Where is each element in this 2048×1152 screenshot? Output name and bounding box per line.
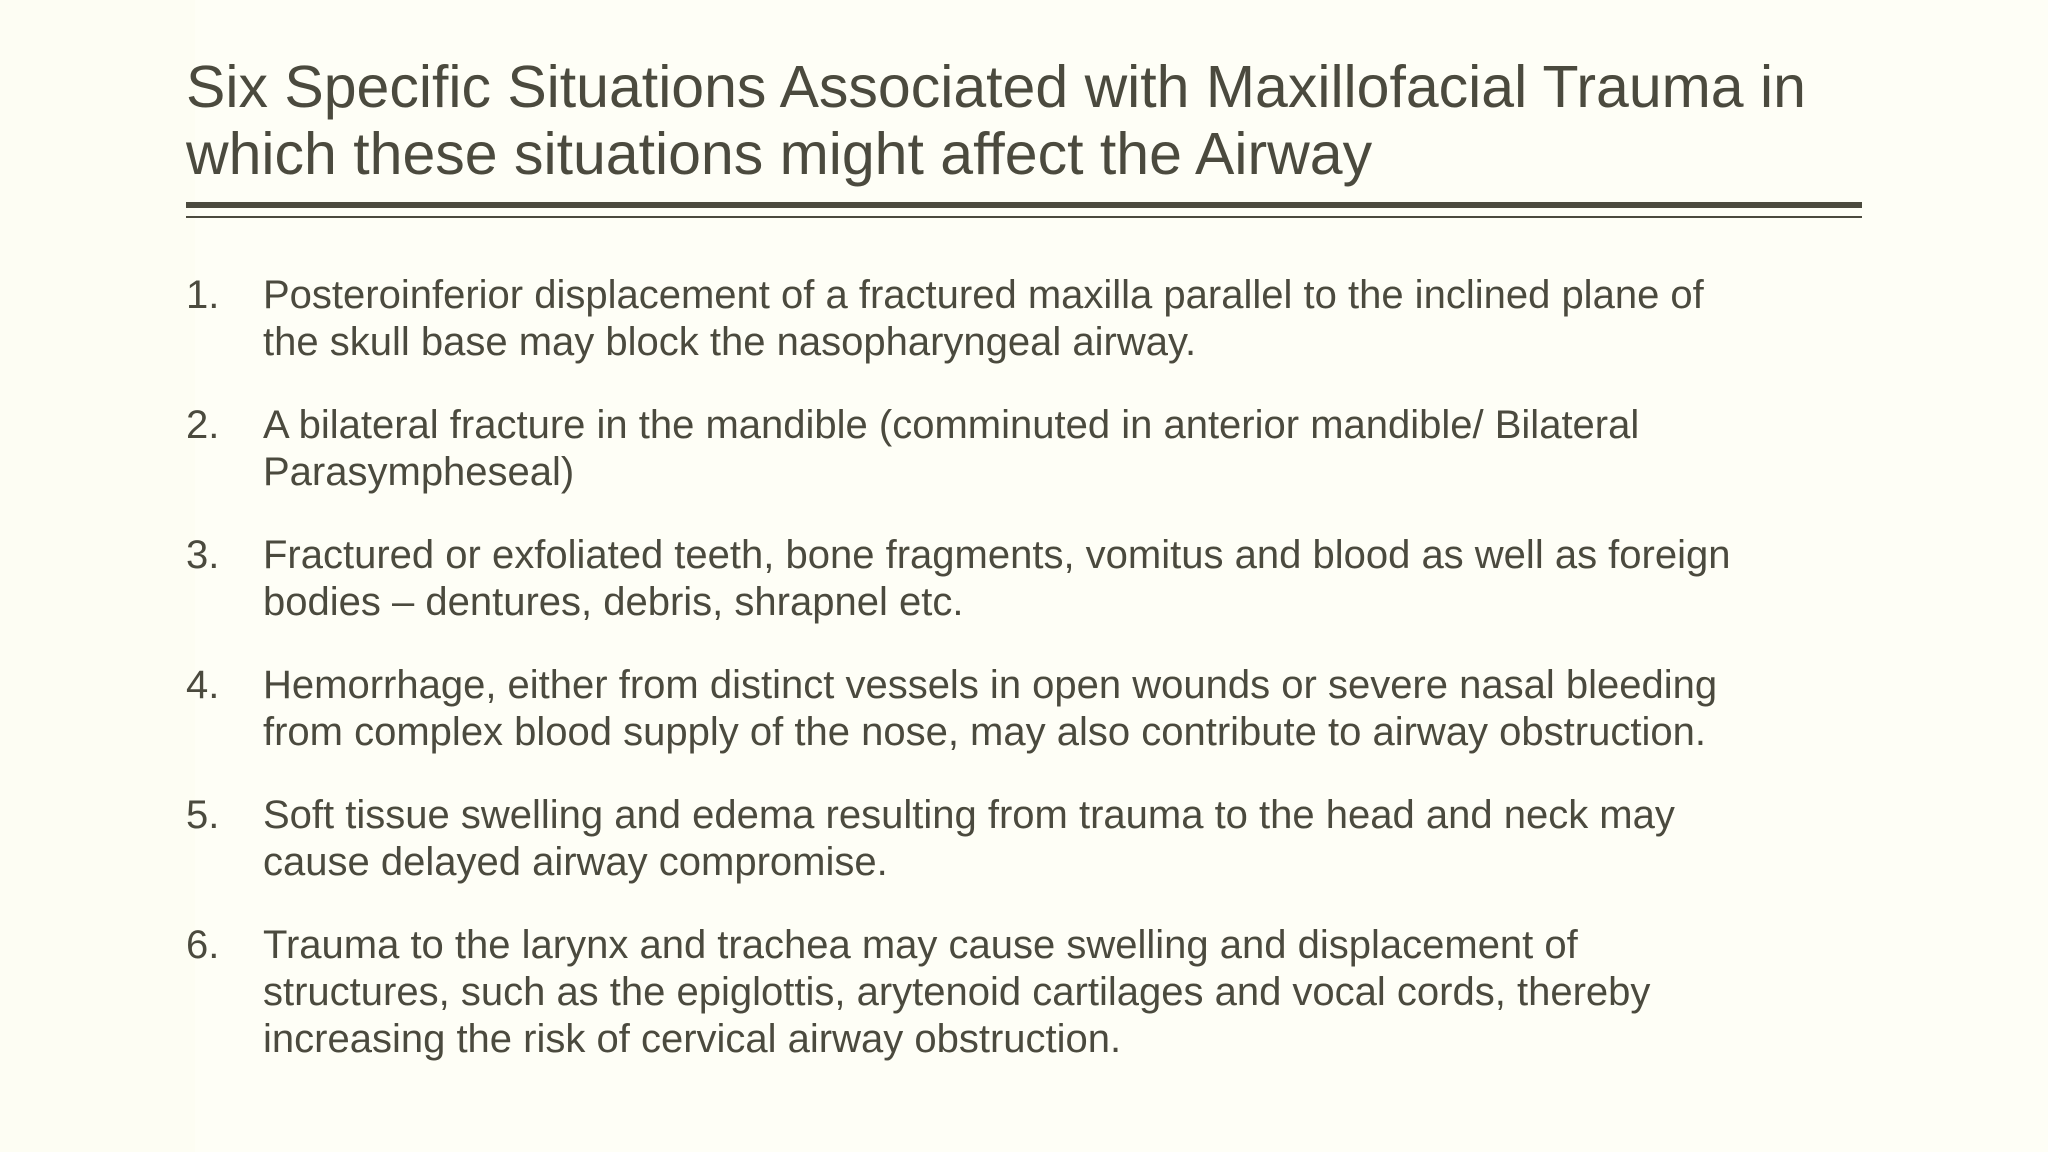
list-item-text-line: Fractured or exfoliated teeth, bone fragments, vomitus and blood as well as foreign — [263, 533, 1731, 577]
list-item-number: 1. — [186, 273, 220, 317]
list-item-text-line: from complex blood supply of the nose, may also contribute to airway obstruction. — [263, 710, 1706, 754]
situation-list — [186, 272, 1876, 1099]
title-divider-thick — [186, 202, 1862, 208]
list-item-text-line: increasing the risk of cervical airway obstruction. — [263, 1017, 1122, 1061]
list-item-number: 6. — [186, 923, 220, 967]
list-item — [186, 792, 1876, 886]
list-item-text-line: A bilateral fracture in the mandible (comminuted in anterior mandible/ Bilateral — [263, 403, 1640, 447]
list-item-number: 5. — [186, 793, 220, 837]
list-item-text-line: cause delayed airway compromise. — [263, 840, 888, 884]
list-item — [186, 402, 1876, 496]
list-item-number: 4. — [186, 663, 220, 707]
list-item — [186, 272, 1876, 366]
title-line-1: Six Specific Situations Associated with Maxillofacial Trauma in — [186, 54, 1806, 120]
list-item — [186, 662, 1876, 756]
list-item — [186, 532, 1876, 626]
list-item-text-line: structures, such as the epiglottis, arytenoid cartilages and vocal cords, thereby — [263, 970, 1651, 1014]
slide-title — [186, 54, 1886, 188]
list-item-number: 2. — [186, 403, 220, 447]
list-item-text-line: Posteroinferior displacement of a fractured maxilla parallel to the inclined plane of — [263, 273, 1704, 317]
list-item-text-line: Hemorrhage, either from distinct vessels in open wounds or severe nasal bleeding — [263, 663, 1718, 707]
slide-left-band — [0, 0, 195, 1152]
title-divider-thin — [186, 216, 1862, 218]
list-item-text-line: the skull base may block the nasopharyngeal airway. — [263, 320, 1197, 364]
list-item-text-line: Parasympheseal) — [263, 450, 575, 494]
list-item-text-line: Trauma to the larynx and trachea may cause swelling and displacement of — [263, 923, 1578, 967]
list-item — [186, 922, 1876, 1063]
list-item-text-line: Soft tissue swelling and edema resulting from trauma to the head and neck may — [263, 793, 1675, 837]
list-item-text-line: bodies – dentures, debris, shrapnel etc. — [263, 580, 964, 624]
title-line-2: which these situations might affect the Airway — [186, 121, 1373, 187]
list-item-number: 3. — [186, 533, 220, 577]
